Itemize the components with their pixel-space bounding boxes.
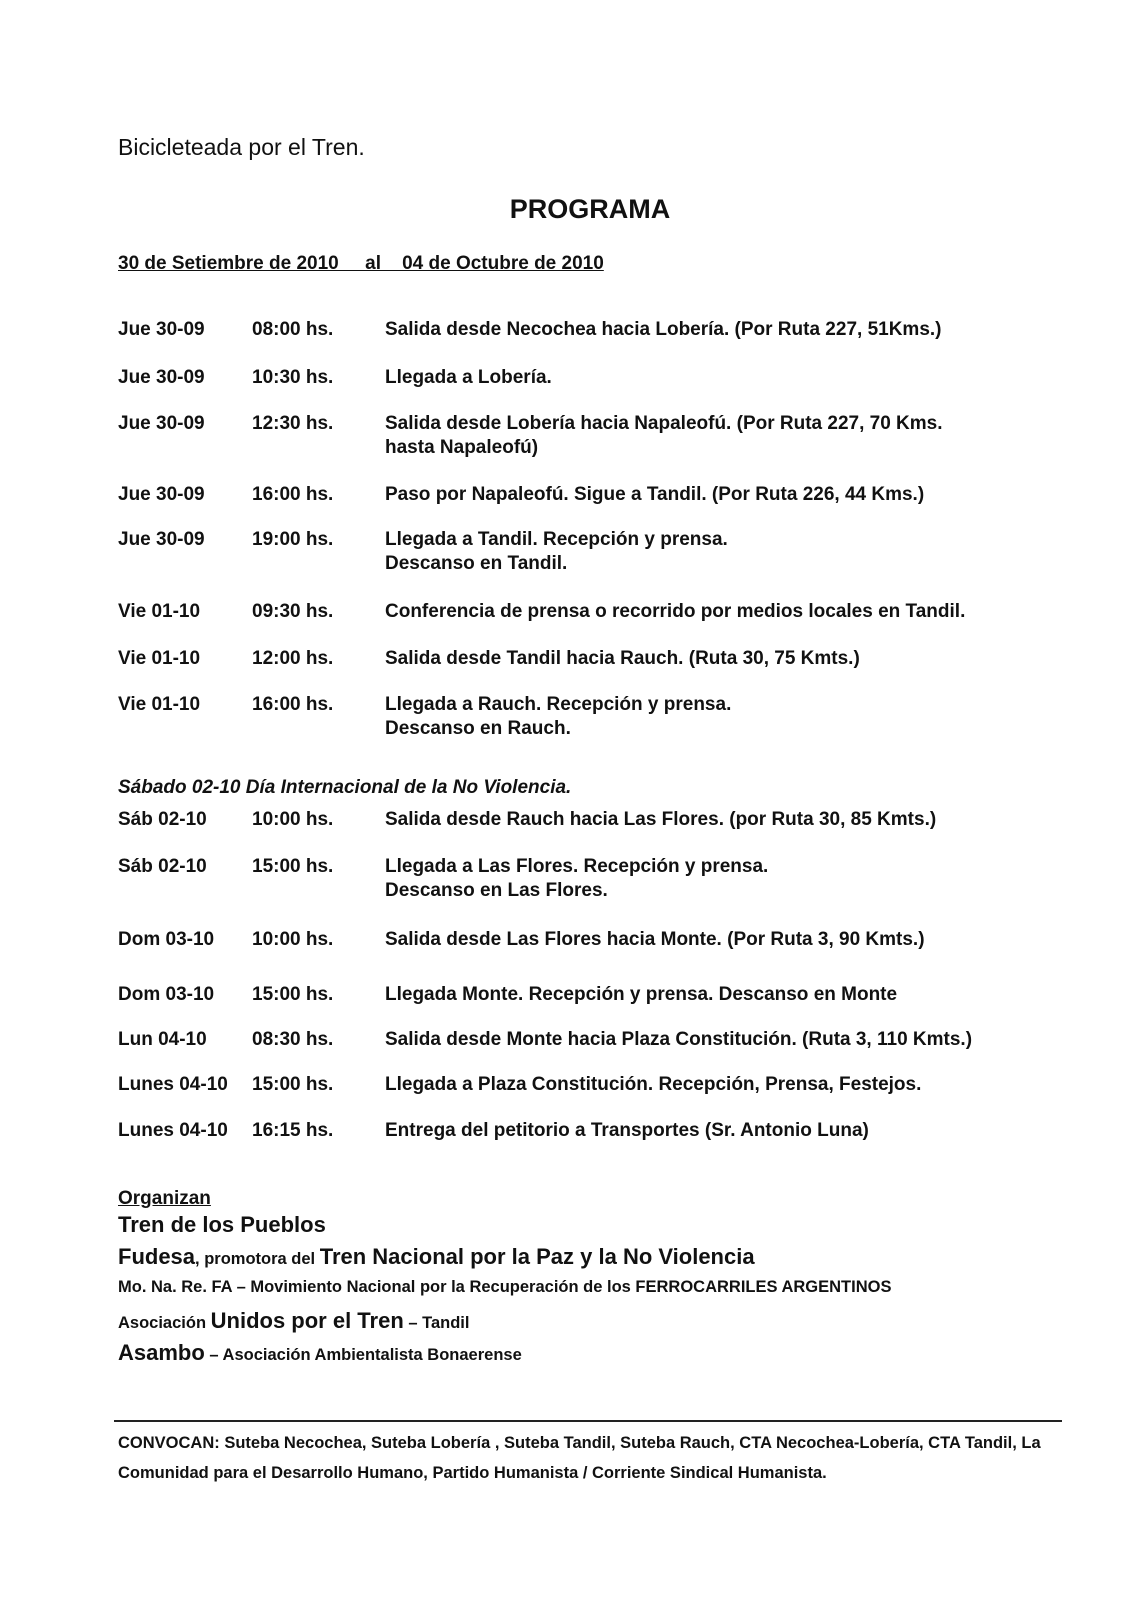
schedule-time: 19:00 hs. [252, 529, 334, 550]
schedule-description [385, 928, 1045, 952]
schedule-time: 15:00 hs. [252, 856, 334, 877]
schedule-description [385, 528, 1045, 576]
schedule-description-line: Llegada a Plaza Constitución. Recepción, Prensa, Festejos. [385, 1074, 922, 1095]
organizers-label: Organizan [118, 1188, 211, 1209]
organizer-text: Fudesa [118, 1244, 196, 1269]
organizer-text: , promotora del [195, 1250, 320, 1268]
schedule-description [385, 600, 1045, 624]
schedule-description-line: Entrega del petitorio a Transportes (Sr. Antonio Luna) [385, 1120, 869, 1141]
schedule-description-line: Llegada a Tandil. Recepción y prensa. [385, 529, 728, 550]
special-day-note: Sábado 02-10 Día Internacional de la No Violencia. [118, 777, 572, 798]
schedule-day: Vie 01-10 [118, 601, 201, 622]
schedule-description [385, 693, 1045, 741]
schedule-description-line: Salida desde Monte hacia Plaza Constitución. (Ruta 3, 110 Kmts.) [385, 1029, 973, 1050]
schedule-description-line: Descanso en Rauch. [385, 718, 571, 739]
schedule-description-line: Llegada Monte. Recepción y prensa. Descanso en Monte [385, 984, 898, 1005]
schedule-day: Sáb 02-10 [118, 856, 207, 877]
organizer-line [118, 1212, 326, 1238]
organizer-text: Mo. Na. Re. FA – Movimiento Nacional por la Recuperación de los FERROCARRILES ARGENTINOS [118, 1278, 892, 1296]
organizer-text: Unidos por el Tren [210, 1308, 404, 1333]
schedule-description-line: Descanso en Tandil. [385, 553, 568, 574]
schedule-day: Jue 30-09 [118, 367, 205, 388]
schedule-description-line: Llegada a Rauch. Recepción y prensa. [385, 694, 732, 715]
schedule-day: Vie 01-10 [118, 648, 201, 669]
schedule-description-line: Llegada a Lobería. [385, 367, 552, 388]
schedule-description [385, 647, 1045, 671]
schedule-description [385, 366, 1045, 390]
schedule-time: 16:15 hs. [252, 1120, 334, 1141]
schedule-time: 10:00 hs. [252, 929, 334, 950]
schedule-description [385, 412, 1045, 460]
organizer-text: Asambo [118, 1340, 205, 1365]
schedule-day: Lunes 04-10 [118, 1120, 228, 1141]
schedule-description [385, 1073, 1045, 1097]
schedule-time: 10:00 hs. [252, 809, 334, 830]
schedule-time: 08:30 hs. [252, 1029, 334, 1050]
schedule-description [385, 483, 1045, 507]
schedule-description [385, 1028, 1045, 1052]
schedule-day: Jue 30-09 [118, 319, 205, 340]
schedule-description-line: Salida desde Necochea hacia Lobería. (Por Ruta 227, 51Kms.) [385, 319, 942, 340]
organizer-text: Tren Nacional por la Paz y la No Violencia [319, 1244, 755, 1269]
schedule-description-line: Llegada a Las Flores. Recepción y prensa. [385, 856, 769, 877]
schedule-description-line: Salida desde Rauch hacia Las Flores. (por Ruta 30, 85 Kmts.) [385, 809, 937, 830]
program-heading: PROGRAMA [509, 194, 671, 224]
date-range: 30 de Setiembre de 2010 al 04 de Octubre de 2010 [118, 253, 604, 274]
organizer-text: – Tandil [403, 1314, 470, 1332]
schedule-time: 15:00 hs. [252, 984, 334, 1005]
schedule-day: Dom 03-10 [118, 984, 215, 1005]
divider [114, 1420, 1062, 1422]
schedule-day: Jue 30-09 [118, 484, 205, 505]
schedule-description [385, 855, 1045, 903]
schedule-day: Sáb 02-10 [118, 809, 207, 830]
schedule-description [385, 983, 1045, 1007]
schedule-description-line: Salida desde Las Flores hacia Monte. (Por Ruta 3, 90 Kmts.) [385, 929, 925, 950]
schedule-day: Vie 01-10 [118, 694, 201, 715]
schedule-time: 10:30 hs. [252, 367, 334, 388]
schedule-day: Jue 30-09 [118, 413, 205, 434]
organizer-text: – Asociación Ambientalista Bonaerense [204, 1346, 522, 1364]
schedule-time: 12:00 hs. [252, 648, 334, 669]
schedule-time: 09:30 hs. [252, 601, 334, 622]
schedule-time: 08:00 hs. [252, 319, 334, 340]
organizer-text: Tren de los Pueblos [118, 1212, 326, 1237]
schedule-day: Lun 04-10 [118, 1029, 207, 1050]
schedule-description-line: Descanso en Las Flores. [385, 880, 608, 901]
document-title: Bicicleteada por el Tren. [118, 134, 365, 160]
organizer-line [118, 1308, 469, 1334]
schedule-time: 12:30 hs. [252, 413, 334, 434]
schedule-time: 15:00 hs. [252, 1074, 334, 1095]
schedule-day: Lunes 04-10 [118, 1074, 228, 1095]
schedule-description [385, 318, 1045, 342]
organizer-line [118, 1278, 891, 1297]
schedule-time: 16:00 hs. [252, 694, 334, 715]
schedule-description-line: Paso por Napaleofú. Sigue a Tandil. (Por Ruta 226, 44 Kms.) [385, 484, 925, 505]
schedule-description [385, 808, 1045, 832]
schedule-description [385, 1119, 1045, 1143]
schedule-description-line: Conferencia de prensa o recorrido por medios locales en Tandil. [385, 601, 966, 622]
organizer-line [118, 1244, 755, 1270]
organizer-text: Asociación [118, 1314, 211, 1332]
schedule-time: 16:00 hs. [252, 484, 334, 505]
convocan-text: CONVOCAN: Suteba Necochea, Suteba Lobería , Suteba Tandil, Suteba Rauch, CTA Necochea-Lobería, CTA Tandil, La Comunidad para el Desarrollo Humano, Partido Humanista / Corriente Sindical Humanista. [118, 1434, 1041, 1482]
schedule-day: Jue 30-09 [118, 529, 205, 550]
schedule-day: Dom 03-10 [118, 929, 215, 950]
schedule-description-line: hasta Napaleofú) [385, 437, 539, 458]
schedule-description-line: Salida desde Lobería hacia Napaleofú. (Por Ruta 227, 70 Kms. [385, 413, 943, 434]
schedule-description-line: Salida desde Tandil hacia Rauch. (Ruta 30, 75 Kmts.) [385, 648, 860, 669]
organizer-line [118, 1340, 522, 1366]
